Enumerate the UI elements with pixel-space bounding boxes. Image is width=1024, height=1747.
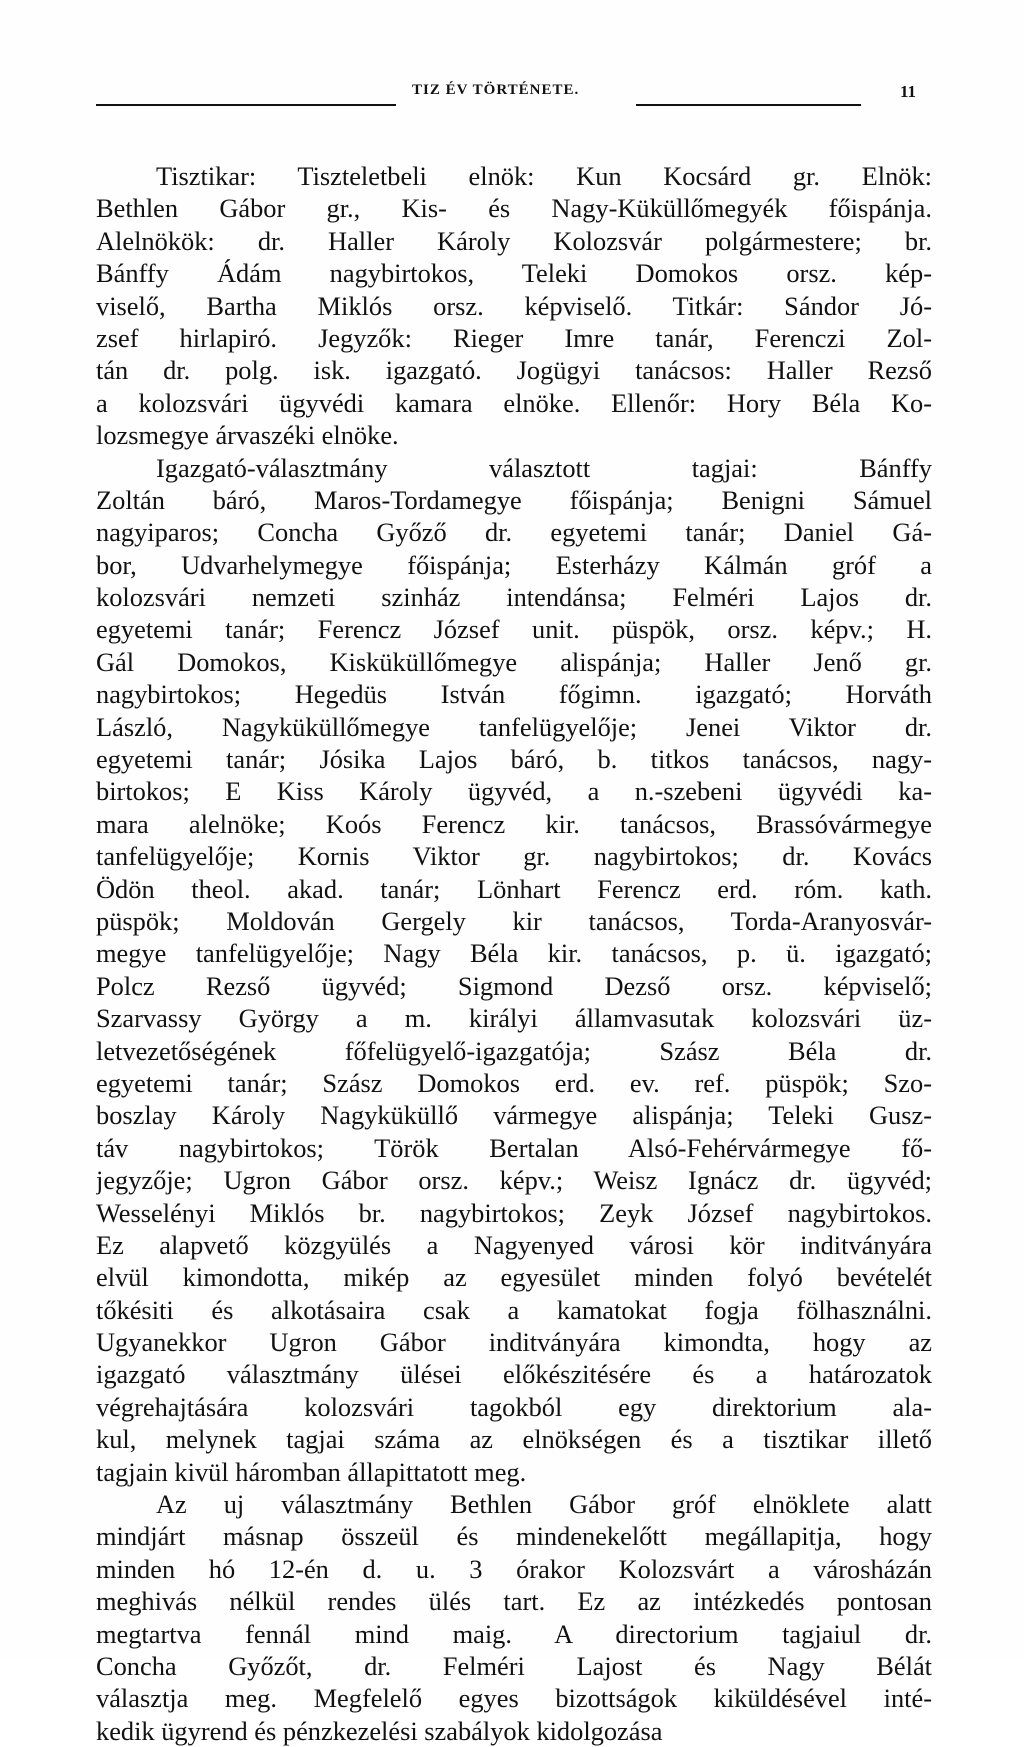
text-line: egyetemi tanár; Szász Domokos erd. ev. ref. püspök; Szo-: [96, 1067, 932, 1098]
running-head: [96, 82, 928, 106]
text-line: Bethlen Gábor gr., Kis- és Nagy-Küküllőmegyék főispánja.: [96, 193, 932, 224]
text-line: Ugyanekkor Ugron Gábor inditványára kimondta, hogy az: [96, 1327, 932, 1358]
text-line: Igazgató-választmány választott tagjai: Bánffy: [156, 452, 932, 483]
header-rule-left: [96, 104, 396, 106]
text-line: végrehajtására kolozsvári tagokból egy direktorium ala-: [96, 1391, 932, 1422]
text-line: László, Nagyküküllőmegye tanfelügyelője; Jenei Viktor dr.: [96, 711, 932, 742]
text-line: tagjain kivül háromban állapittatott meg.: [96, 1456, 527, 1487]
text-line: nagybirtokos; Hegedüs István főgimn. igazgató; Horváth: [96, 679, 932, 710]
text-line: igazgató választmány ülései előkészitésére és a határozatok: [96, 1359, 932, 1390]
text-line: Tisztikar: Tiszteletbeli elnök: Kun Kocsárd gr. Elnök:: [156, 161, 932, 191]
text-line: birtokos; E Kiss Károly ügyvéd, a n.-szebeni ügyvédi ka-: [96, 776, 932, 807]
paragraph: [96, 160, 932, 452]
text-line: Az uj választmány Bethlen Gábor gróf elnöklete alatt: [156, 1489, 932, 1520]
text-line: egyetemi tanár; Ferencz József unit. püspök, orsz. képv.; H.: [96, 614, 932, 645]
text-line: bor, Udvarhelymegye főispánja; Esterházy Kálmán gróf a: [96, 549, 932, 580]
text-line: kul, melynek tagjai száma az elnökségen és a tisztikar illető: [96, 1424, 932, 1455]
text-line: megye tanfelügyelője; Nagy Béla kir. tanácsos, p. ü. igazgató;: [96, 938, 932, 969]
text-line: Concha Győzőt, dr. Felméri Lajost és Nagy Bélát: [96, 1650, 932, 1681]
text-line: boszlay Károly Nagyküküllő vármegye alispánja; Teleki Gusz-: [96, 1100, 932, 1131]
page-number: 11: [899, 82, 916, 101]
text-line: nagyiparos; Concha Győző dr. egyetemi tanár; Daniel Gá-: [96, 517, 932, 548]
text-line: Zoltán báró, Maros-Tordamegye főispánja; Benigni Sámuel: [96, 484, 932, 515]
text-line: mara alelnöke; Koós Ferencz kir. tanácsos, Brassóvármegye: [96, 808, 932, 839]
paragraph: [96, 1488, 932, 1747]
text-line: Polcz Rezső ügyvéd; Sigmond Dezső orsz. képviselő;: [96, 970, 932, 1001]
text-line: kedik ügyrend és pénzkezelési szabályok kidolgozása: [96, 1715, 663, 1746]
text-line: megtartva fennál mind maig. A directorium tagjaiul dr.: [96, 1618, 932, 1649]
text-line: püspök; Moldován Gergely kir tanácsos, Torda-Aranyosvár-: [96, 905, 932, 936]
text-line: választja meg. Megfelelő egyes bizottságok kiküldésével inté-: [96, 1683, 932, 1714]
text-line: lozsmegye árvaszéki elnöke.: [96, 420, 399, 451]
paragraph: [96, 452, 932, 1489]
text-line: Ez alapvető közgyülés a Nagyenyed városi kör inditványára: [96, 1229, 932, 1260]
text-line: tán dr. polg. isk. igazgató. Jogügyi tanácsos: Haller Rezső: [96, 355, 932, 386]
text-line: Ödön theol. akad. tanár; Lönhart Ferencz erd. róm. kath.: [96, 873, 932, 904]
header-rule-right: [636, 104, 861, 106]
text-line: zsef hirlapiró. Jegyzők: Rieger Imre tanár, Ferenczi Zol-: [96, 322, 932, 353]
text-line: Gál Domokos, Kisküküllőmegye alispánja; Haller Jenő gr.: [96, 646, 932, 677]
body-text: [96, 160, 932, 1747]
text-line: Wesselényi Miklós br. nagybirtokos; Zeyk József nagybirtokos.: [96, 1197, 932, 1228]
text-line: viselő, Bartha Miklós orsz. képviselő. Titkár: Sándor Jó-: [96, 290, 932, 321]
text-line: egyetemi tanár; Jósika Lajos báró, b. titkos tanácsos, nagy-: [96, 744, 932, 775]
text-line: tőkésiti és alkotásaira csak a kamatokat fogja fölhasználni.: [96, 1294, 932, 1325]
text-line: letvezetőségének főfelügyelő-igazgatója; Szász Béla dr.: [96, 1035, 932, 1066]
text-line: meghivás nélkül rendes ülés tart. Ez az intézkedés pontosan: [96, 1586, 932, 1617]
running-title: TIZ ÉV TÖRTÉNETE.: [412, 82, 580, 98]
text-line: táv nagybirtokos; Török Bertalan Alsó-Fehérvármegye fő-: [96, 1132, 932, 1163]
text-line: tanfelügyelője; Kornis Viktor gr. nagybirtokos; dr. Kovács: [96, 841, 932, 872]
text-line: Alelnökök: dr. Haller Károly Kolozsvár polgármestere; br.: [96, 225, 932, 256]
text-line: Bánffy Ádám nagybirtokos, Teleki Domokos orsz. kép-: [96, 258, 932, 289]
text-line: Szarvassy György a m. királyi államvasutak kolozsvári üz-: [96, 1003, 932, 1034]
text-line: elvül kimondotta, mikép az egyesület minden folyó bevételét: [96, 1262, 932, 1293]
text-line: mindjárt másnap összeül és mindenekelőtt megállapitja, hogy: [96, 1521, 932, 1552]
text-line: jegyzője; Ugron Gábor orsz. képv.; Weisz Ignácz dr. ügyvéd;: [96, 1165, 932, 1196]
text-line: kolozsvári nemzeti szinház intendánsa; Felméri Lajos dr.: [96, 582, 932, 613]
text-line: a kolozsvári ügyvédi kamara elnöke. Ellenőr: Hory Béla Ko-: [96, 387, 932, 418]
text-line: minden hó 12-én d. u. 3 órakor Kolozsvárt a városházán: [96, 1553, 932, 1584]
